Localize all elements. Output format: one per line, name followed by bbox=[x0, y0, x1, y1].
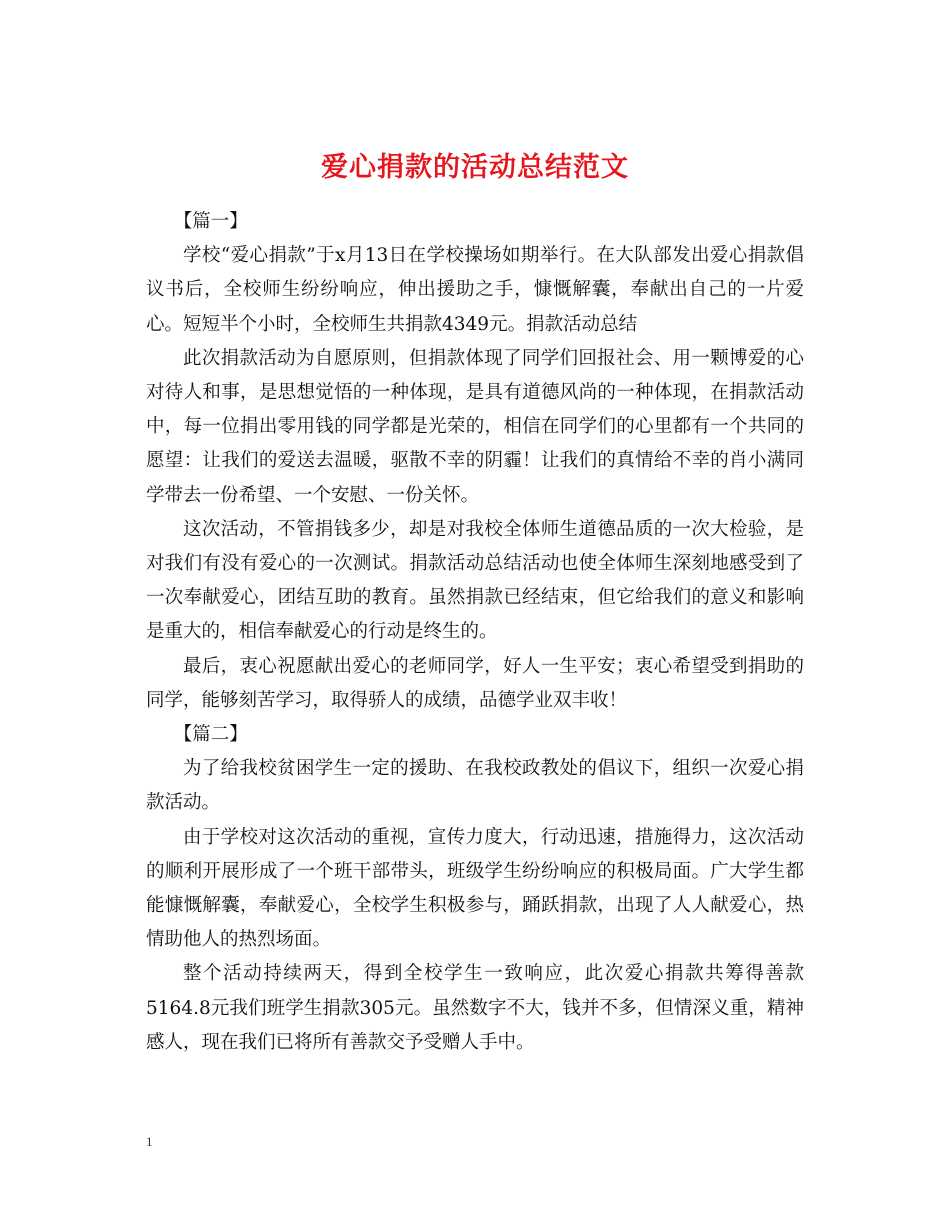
paragraph: 最后，衷心祝愿献出爱心的老师同学，好人一生平安；衷心希望受到捐助的同学，能够刻苦学习，取得骄人的成绩，品德学业双丰收！ bbox=[146, 655, 804, 711]
paragraph: 此次捐款活动为自愿原则，但捐款体现了同学们回报社会、用一颗博爱的心对待人和事，是思想觉悟的一种体现，是具有道德风尚的一种体现，在捐款活动中，每一位捐出零用钱的同学都是光荣的，相信在同学们的心里都有一个共同的愿望：让我们的爱送去温暖，驱散不幸的阴霾！让我们的真情给不幸的肖小满同学带去一份希望、一个安慰、一份关怀。 bbox=[146, 347, 804, 506]
section-heading: 【篇一】 bbox=[173, 211, 248, 232]
section-heading: 【篇二】 bbox=[173, 724, 248, 746]
document-body bbox=[146, 205, 804, 1060]
paragraph: 学校“爱心捐款”于x月13日在学校操场如期举行。在大队部发出爱心捐款倡议书后，全校师生纷纷响应，伸出援助之手，慷慨解囊，奉献出自己的一片爱心。短短半个小时，全校师生共捐款4349元。捐款活动总结 bbox=[146, 245, 804, 335]
paragraph: 由于学校对这次活动的重视，宣传力度大，行动迅速，措施得力，这次活动的顺利开展形成了一个班干部带头，班级学生纷纷响应的积极局面。广大学生都能慷慨解囊，奉献爱心，全校学生积极参与，踊跃捐款，出现了人人献爱心，热情助他人的热烈场面。 bbox=[146, 826, 804, 951]
paragraph: 这次活动，不管捐钱多少，却是对我校全体师生道德品质的一次大检验，是对我们有没有爱心的一次测试。捐款活动总结活动也使全体师生深刻地感受到了一次奉献爱心，团结互助的教育。虽然捐款已经结束，但它给我们的意义和影响是重大的，相信奉献爱心的行动是终生的。 bbox=[146, 518, 804, 643]
document-title: 爱心捐款的活动总结范文 bbox=[321, 152, 629, 184]
paragraph: 为了给我校贫困学生一定的援助、在我校政教处的倡议下，组织一次爱心捐款活动。 bbox=[146, 758, 804, 814]
page-number: 1 bbox=[146, 1134, 153, 1149]
paragraph: 整个活动持续两天，得到全校学生一致响应，此次爱心捐款共筹得善款5164.8元我们班学生捐款305元。虽然数字不大，钱并不多，但情深义重，精神感人，现在我们已将所有善款交予受赠人手中。 bbox=[146, 963, 804, 1053]
